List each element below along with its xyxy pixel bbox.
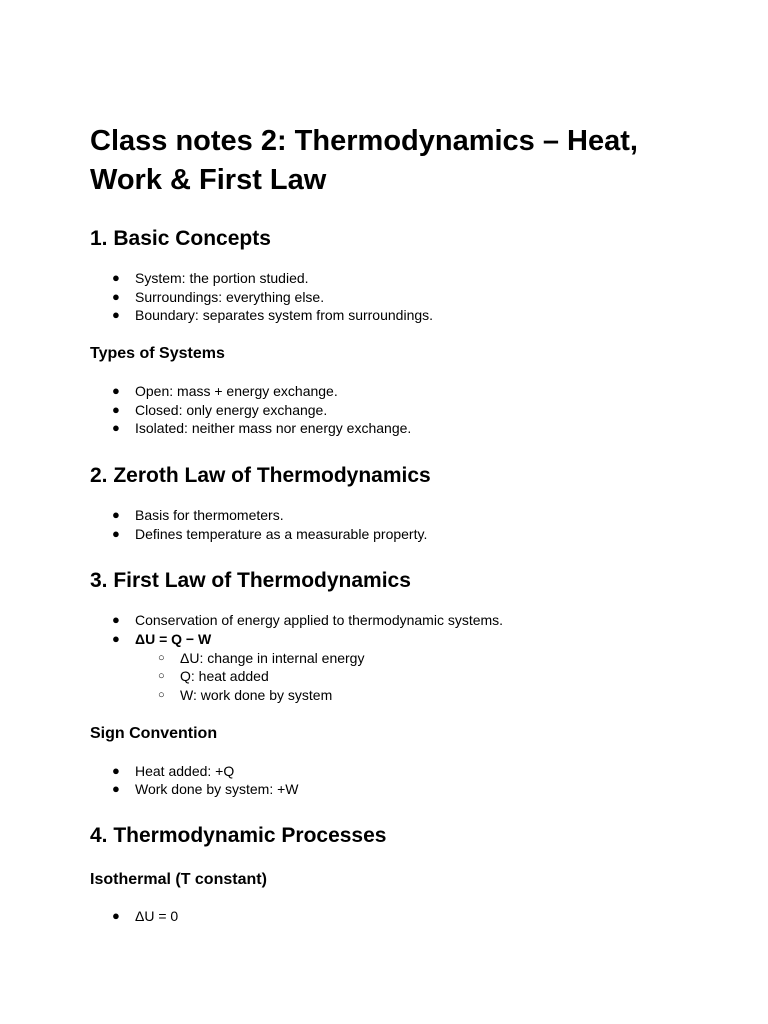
list-item: ΔU = 0	[135, 908, 179, 924]
hollow-bullet-icon: ○	[158, 689, 165, 701]
bullet-icon: ●	[112, 420, 120, 435]
bullet-icon: ●	[112, 383, 120, 398]
nested-list-item: W: work done by system	[180, 687, 333, 703]
document-title-line-1: Class notes 2: Thermodynamics – Heat,	[90, 125, 638, 157]
document-title-line-2: Work & First Law	[90, 164, 327, 196]
subheading-sign-convention: Sign Convention	[90, 725, 218, 742]
bullet-icon: ●	[112, 270, 120, 285]
list-item: Conservation of energy applied to thermodynamic systems.	[135, 612, 504, 628]
bullet-icon: ●	[112, 908, 120, 923]
hollow-bullet-icon: ○	[158, 652, 165, 664]
nested-list-item: Q: heat added	[180, 668, 269, 684]
bullet-icon: ●	[112, 781, 120, 796]
bullet-icon: ●	[112, 402, 120, 417]
list-item: Surroundings: everything else.	[135, 289, 325, 305]
section-heading-first-law: 3. First Law of Thermodynamics	[90, 569, 411, 592]
bullet-icon: ●	[112, 289, 120, 304]
section-heading-thermodynamic-processes: 4. Thermodynamic Processes	[90, 824, 387, 847]
list-item: Boundary: separates system from surroundings.	[135, 307, 434, 323]
section-heading-zeroth-law: 2. Zeroth Law of Thermodynamics	[90, 464, 431, 487]
nested-list-item: ΔU: change in internal energy	[180, 650, 365, 666]
first-law-equation: ΔU = Q − W	[135, 631, 212, 647]
bullet-icon: ●	[112, 507, 120, 522]
hollow-bullet-icon: ○	[158, 670, 165, 682]
list-item: Work done by system: +W	[135, 781, 299, 797]
bullet-icon: ●	[112, 307, 120, 322]
section-heading-basic-concepts: 1. Basic Concepts	[90, 227, 271, 250]
list-item: Defines temperature as a measurable property.	[135, 526, 428, 542]
list-item: Heat added: +Q	[135, 763, 235, 779]
bullet-icon: ●	[112, 526, 120, 541]
bullet-icon: ●	[112, 763, 120, 778]
list-item: Basis for thermometers.	[135, 507, 284, 523]
bullet-icon: ●	[112, 612, 120, 627]
list-item: Isolated: neither mass nor energy exchange.	[135, 420, 412, 436]
subheading-types-of-systems: Types of Systems	[90, 345, 225, 362]
list-item: Open: mass + energy exchange.	[135, 383, 338, 399]
subheading-isothermal: Isothermal (T constant)	[90, 871, 267, 888]
list-item: System: the portion studied.	[135, 270, 309, 286]
bullet-icon: ●	[112, 631, 120, 646]
list-item: Closed: only energy exchange.	[135, 402, 328, 418]
